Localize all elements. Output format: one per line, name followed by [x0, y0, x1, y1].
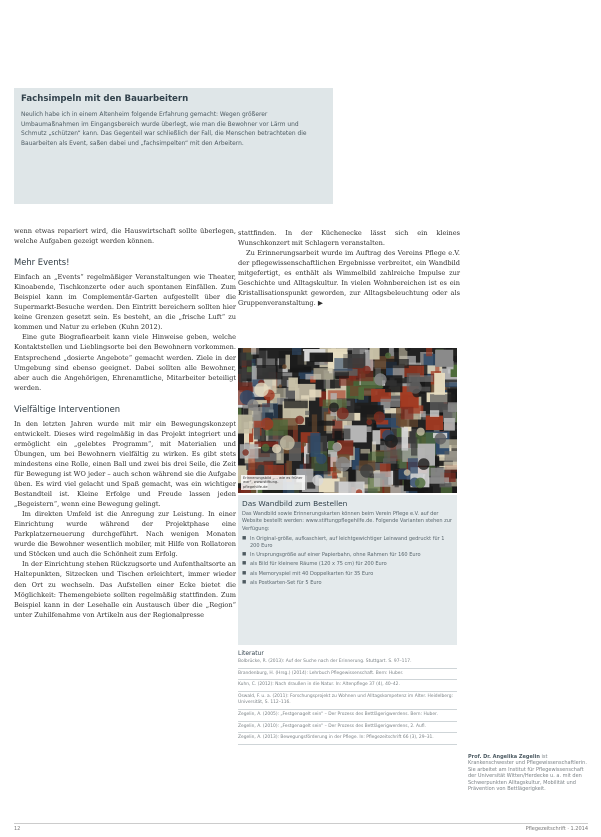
section-heading-interventions: Vielfältige Interventionen: [14, 403, 121, 414]
literature-box: [238, 650, 457, 747]
paragraph: Einfach an „Events“ regelmäßiger Veranstaltungen wie Theater, Kinoabende, Tischkonzerte oder auch spontanen Einfällen. Zum Beispiel kann im Complementär-Garten aufgestellt über die Supermarkt-Besuche werden. Den Eintritt bereichern sollten hier keine Grenzen gesetzt sein. Es besteht, an die „frische Luft“ zu kommen und Natur zu erleben (Kuhn 2012).: [14, 273, 236, 332]
paragraph: Eine gute Biografiearbeit kann viele Hinweise geben, welche Kontaktstellen und Lieblingsorte bei den Bewohnern vorkommen. Entsprechend „dosierte Angebote“ gemacht werden. Ziele in der Umgebung sind ebenso geeignet. Dabei sollten alle Bewohner, aber auch die Angehörigen, Ehrenamtliche, Mitarbeiter beteiligt werden.: [14, 333, 236, 392]
literature-entry: Oswald, F. u. a. (2011): Forschungsprojekt zu Wohnen und Alltagskompetenz im Alter. Heidelberg: Universität, S. 112–116.: [238, 694, 457, 710]
page-number: 12: [14, 826, 21, 832]
left-column: [14, 226, 236, 620]
paragraph: wenn etwas repariert wird, die Hauswirtschaft sollte überlegen, welche Aufgaben gezeigt werden können.: [14, 227, 236, 246]
literature-entry: Brandenburg, H. (Hrsg.) (2014): Lehrbuch Pflegewissenschaft. Bern: Huber.: [238, 671, 457, 681]
order-box: [238, 495, 457, 645]
author-bio: [468, 754, 588, 792]
order-option: ■ als Memoryspiel mit 40 Doppelkarten für 35 Euro: [242, 571, 453, 577]
author-description: ist Krankenschwester und Pflegewissenschaftlerin. Sie arbeitet am Institut für Pflegewissenschaft der Universität Witten/Herdecke u. a. mit den Schwerpunkten Alltagskultur, Mobilität und Prävention von Bettlägerigkeit.: [468, 754, 587, 793]
journal-reference: Pflegezeitschrift · 1.2014: [525, 826, 588, 832]
mural-collage: [238, 348, 457, 493]
right-column: [238, 228, 460, 308]
section-heading-events: Mehr Events!: [14, 257, 70, 268]
order-option: ■ In Ursprungsgröße auf einer Papierbahn, ohne Rahmen für 160 Euro: [242, 552, 453, 558]
literature-entry: Kuhn, C. (2012): Nach draußen in die Natur. In: Altenpflege 37 (4), 40–42.: [238, 682, 457, 692]
mural-caption: Erinnerungsbild „… wie es früher war“, www.stiftung-pflegehilfe.de: [241, 475, 305, 490]
order-box-title: Das Wandbild zum Bestellen: [242, 499, 348, 508]
continue-arrow-icon: ▶: [317, 299, 323, 308]
paragraph: Im direkten Umfeld ist die Anregung zur Leistung. In einer Einrichtung wurde während der Projektphase eine Parkplatzerneuerung durchgeführt. Nach wenigen Monaten wurde die Bewohner wesentlich mobiler, mit Hilfe von Rollatoren und Stöcken und auch die Schönheit zum Erfolg.: [14, 510, 236, 559]
literature-entry: Zegelin, A. (2013): Bewegungsförderung in der Pflege. In: Pflegezeitschrift 66 (3), 29–31.: [238, 735, 457, 745]
paragraph: stattfinden. In der Küchenecke lässt sich ein kleines Wunschkonzert mit Schlagern veranstalten.: [238, 229, 460, 248]
sidebar-box: [14, 88, 333, 204]
order-option: ■ als Postkarten-Set für 5 Euro: [242, 580, 453, 586]
order-option: ■ als Bild für kleinere Räume (120 x 75 cm) für 200 Euro: [242, 561, 453, 567]
page-footer: [14, 823, 588, 832]
order-option: ■ In Original-größe, aufkaschiert, auf leichtgewichtiger Leinwand gedruckt für 1 200 Euro: [242, 536, 453, 549]
literature-title: Literatur: [238, 650, 264, 657]
author-name: Prof. Dr. Angelika Zegelin: [468, 754, 540, 760]
sidebar-text: Neulich habe ich in einem Altenheim folgende Erfahrung gemacht: Wegen größerer Umbaumaßnahmen im Eingangsbereich wurde überlegt, wie man die Bewohner vor Lärm und Schmutz „schützen“ kann. Das Gegenteil war schließlich der Fall, die Menschen betrachteten die Bauarbeiten als Event, saßen dabei und „fachsimpelten“ mit den Arbeitern.: [21, 112, 307, 147]
paragraph: [238, 248, 460, 308]
literature-entry: Bolbrücke, R. (2013): Auf der Suche nach der Erinnerung. Stuttgart. S. 97–117.: [238, 659, 457, 669]
paragraph: In der Einrichtung stehen Rückzugsorte und Aufenthaltsorte an Haltepunkten, Sitzecken und Tischen erleichtert, immer wieder den Ort zu wechseln. Das Aufstellen einer Ecke bietet die Möglichkeit: Themengebiete sollten regelmäßig stattfinden. Zum Beispiel kann in der Lesehalle ein Austausch über die „Region“ unter Zuhilfenahme von Artikeln aus der Regionalpresse: [14, 560, 236, 619]
paragraph-text: Zu Erinnerungsarbeit wurde im Auftrag des Vereins Pflege e.V. der pflegewissenschaftlichen Ergebnisse verbreitet, ein Wandbild mitgefertigt, es enthält als Wimmelbild zahlreiche Impulse zur Geschichte und Alltagskultur. In vielen Wohnbereichen ist es ein Kristallisationspunkt geworden, zur Alltagsbeleuchtung oder als Gruppenveranstaltung.: [238, 249, 460, 308]
literature-entry: Zegelin, A. (2010): „Festgenagelt sein“ – Der Prozess des Bettlägerigwerdens, 2. Aufl.: [238, 724, 457, 734]
paragraph: In den letzten Jahren wurde mit mir ein Bewegungskonzept entwickelt. Dieses wird regelmäßig in das Projekt integriert und ermöglicht ein „gelebtes Programm“, mit Materialien und Übungen, um bei Bewohnern vielfältig zu wirken. Es gibt stets mindestens eine Rolle, einen Ball und zwei bis drei Seile, die Zeit für Bewegung ist WO jeder – auch schon während sie die Aufgabe üben. Es wird viel gelacht und Spaß gemacht, was ein wichtiger Bestandteil ist. Kleine Erfolge und Freude lassen jeden „Begeistern“, wenn eine Bewegung gelingt.: [14, 419, 236, 509]
order-box-intro: Das Wandbild sowie Erinnerungskarten können beim Verein Pflege e.V. auf der Website bestellt werden: www.stiftungpflegehilfe.de. Folgende Varianten stehen zur Verfügung:: [242, 511, 452, 532]
literature-entry: Zegelin, A. (2005): „Festgenagelt sein“ – Der Prozess des Bettlägerigwerdens. Bern: Huber.: [238, 712, 457, 722]
mural-image: [238, 348, 457, 493]
order-options-list: [242, 536, 453, 586]
sidebar-title: Fachsimpeln mit den Bauarbeitern: [21, 94, 189, 104]
